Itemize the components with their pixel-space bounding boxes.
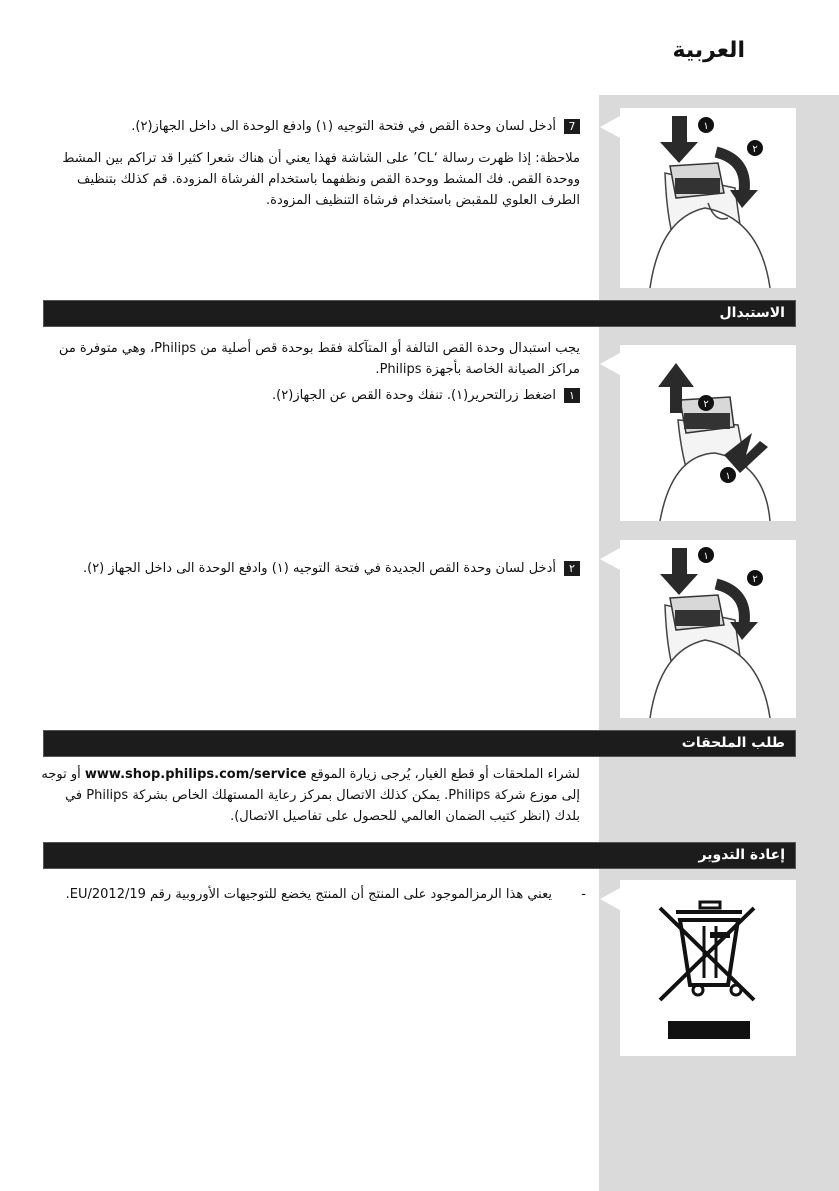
step-7-note: ملاحظة: إذا ظهرت رسالة ‘CL’ على الشاشة فهذا يعني أن هناك شعرا كثيرا قد تراكم بين المشط ووحدة القص. فك المشط ووحدة القص ونظفهما باستخدام الفرشاة المزودة. قم كذلك بتنظيف الطرف العلوي للمقبض باستخدام فرشاة التنظيف المزودة. bbox=[62, 151, 580, 208]
figure-weee-symbol bbox=[620, 880, 796, 1056]
step-number-badge: ١ bbox=[564, 388, 580, 403]
callout-label: ٢ bbox=[703, 399, 709, 410]
replacement-step-1-text: اضغط زرالتحرير(١). تنفك وحدة القص عن الجهاز(٢). bbox=[272, 388, 556, 403]
replacement-step-2 bbox=[60, 558, 580, 579]
recycling-bullet: - bbox=[581, 887, 586, 902]
recycling-text: يعني هذا الرمزالموجود على المنتج أن المنتج يخضع للتوجيهات الأوروبية رقم 2012/19/EU. bbox=[65, 887, 552, 902]
callout-label: ١ bbox=[703, 551, 709, 562]
page-language-title: العربية bbox=[672, 38, 745, 63]
accessories-text-before: لشراء الملحقات أو قطع الغيار، يُرجى زيارة الموقع bbox=[310, 767, 580, 782]
figure-remove-cutting-unit bbox=[620, 345, 796, 521]
accessories-text-after: أو توجه إلى موزع شركة Philips. يمكن كذلك الاتصال بمركز رعاية المستهلك الخاص بشركة Philips في بلدك (انظر كتيب الضمان العالمي للحصول على تفاصيل الاتصال). bbox=[41, 767, 580, 824]
step-number-badge: 7 bbox=[564, 119, 580, 134]
step-7-text: أدخل لسان وحدة القص في فتحة التوجيه (١) وادفع الوحدة الى داخل الجهاز(٢). bbox=[131, 119, 556, 134]
callout-label: ١ bbox=[703, 121, 709, 132]
figure-insert-cutting-unit bbox=[620, 108, 796, 288]
replacement-step-1 bbox=[60, 385, 580, 406]
section-heading-accessories: طلب الملحقات bbox=[44, 731, 795, 756]
section-heading-replacement: الاستبدال bbox=[44, 301, 795, 326]
section-heading-recycling: إعادة التدوير bbox=[44, 843, 795, 868]
replacement-step-2-text: أدخل لسان وحدة القص الجديدة في فتحة التوجيه (١) وادفع الوحدة الى داخل الجهاز (٢). bbox=[82, 561, 556, 576]
accessories-text bbox=[40, 764, 580, 827]
step-7-instruction bbox=[60, 116, 580, 137]
callout-label: ٢ bbox=[752, 574, 758, 585]
replacement-intro: يجب استبدال وحدة القص التالفة أو المتآكلة فقط بوحدة قص أصلية من Philips، وهي متوفرة من مراكز الصيانة الخاصة بأجهزة Philips. bbox=[58, 341, 580, 377]
callout-label: ١ bbox=[725, 471, 731, 482]
figure-insert-new-cutting-unit bbox=[620, 540, 796, 718]
accessories-url[interactable]: www.shop.philips.com/service bbox=[84, 767, 307, 782]
crossed-out-bin-icon bbox=[620, 880, 796, 1056]
step-number-badge: ٢ bbox=[564, 561, 580, 576]
callout-label: ٢ bbox=[752, 144, 758, 155]
